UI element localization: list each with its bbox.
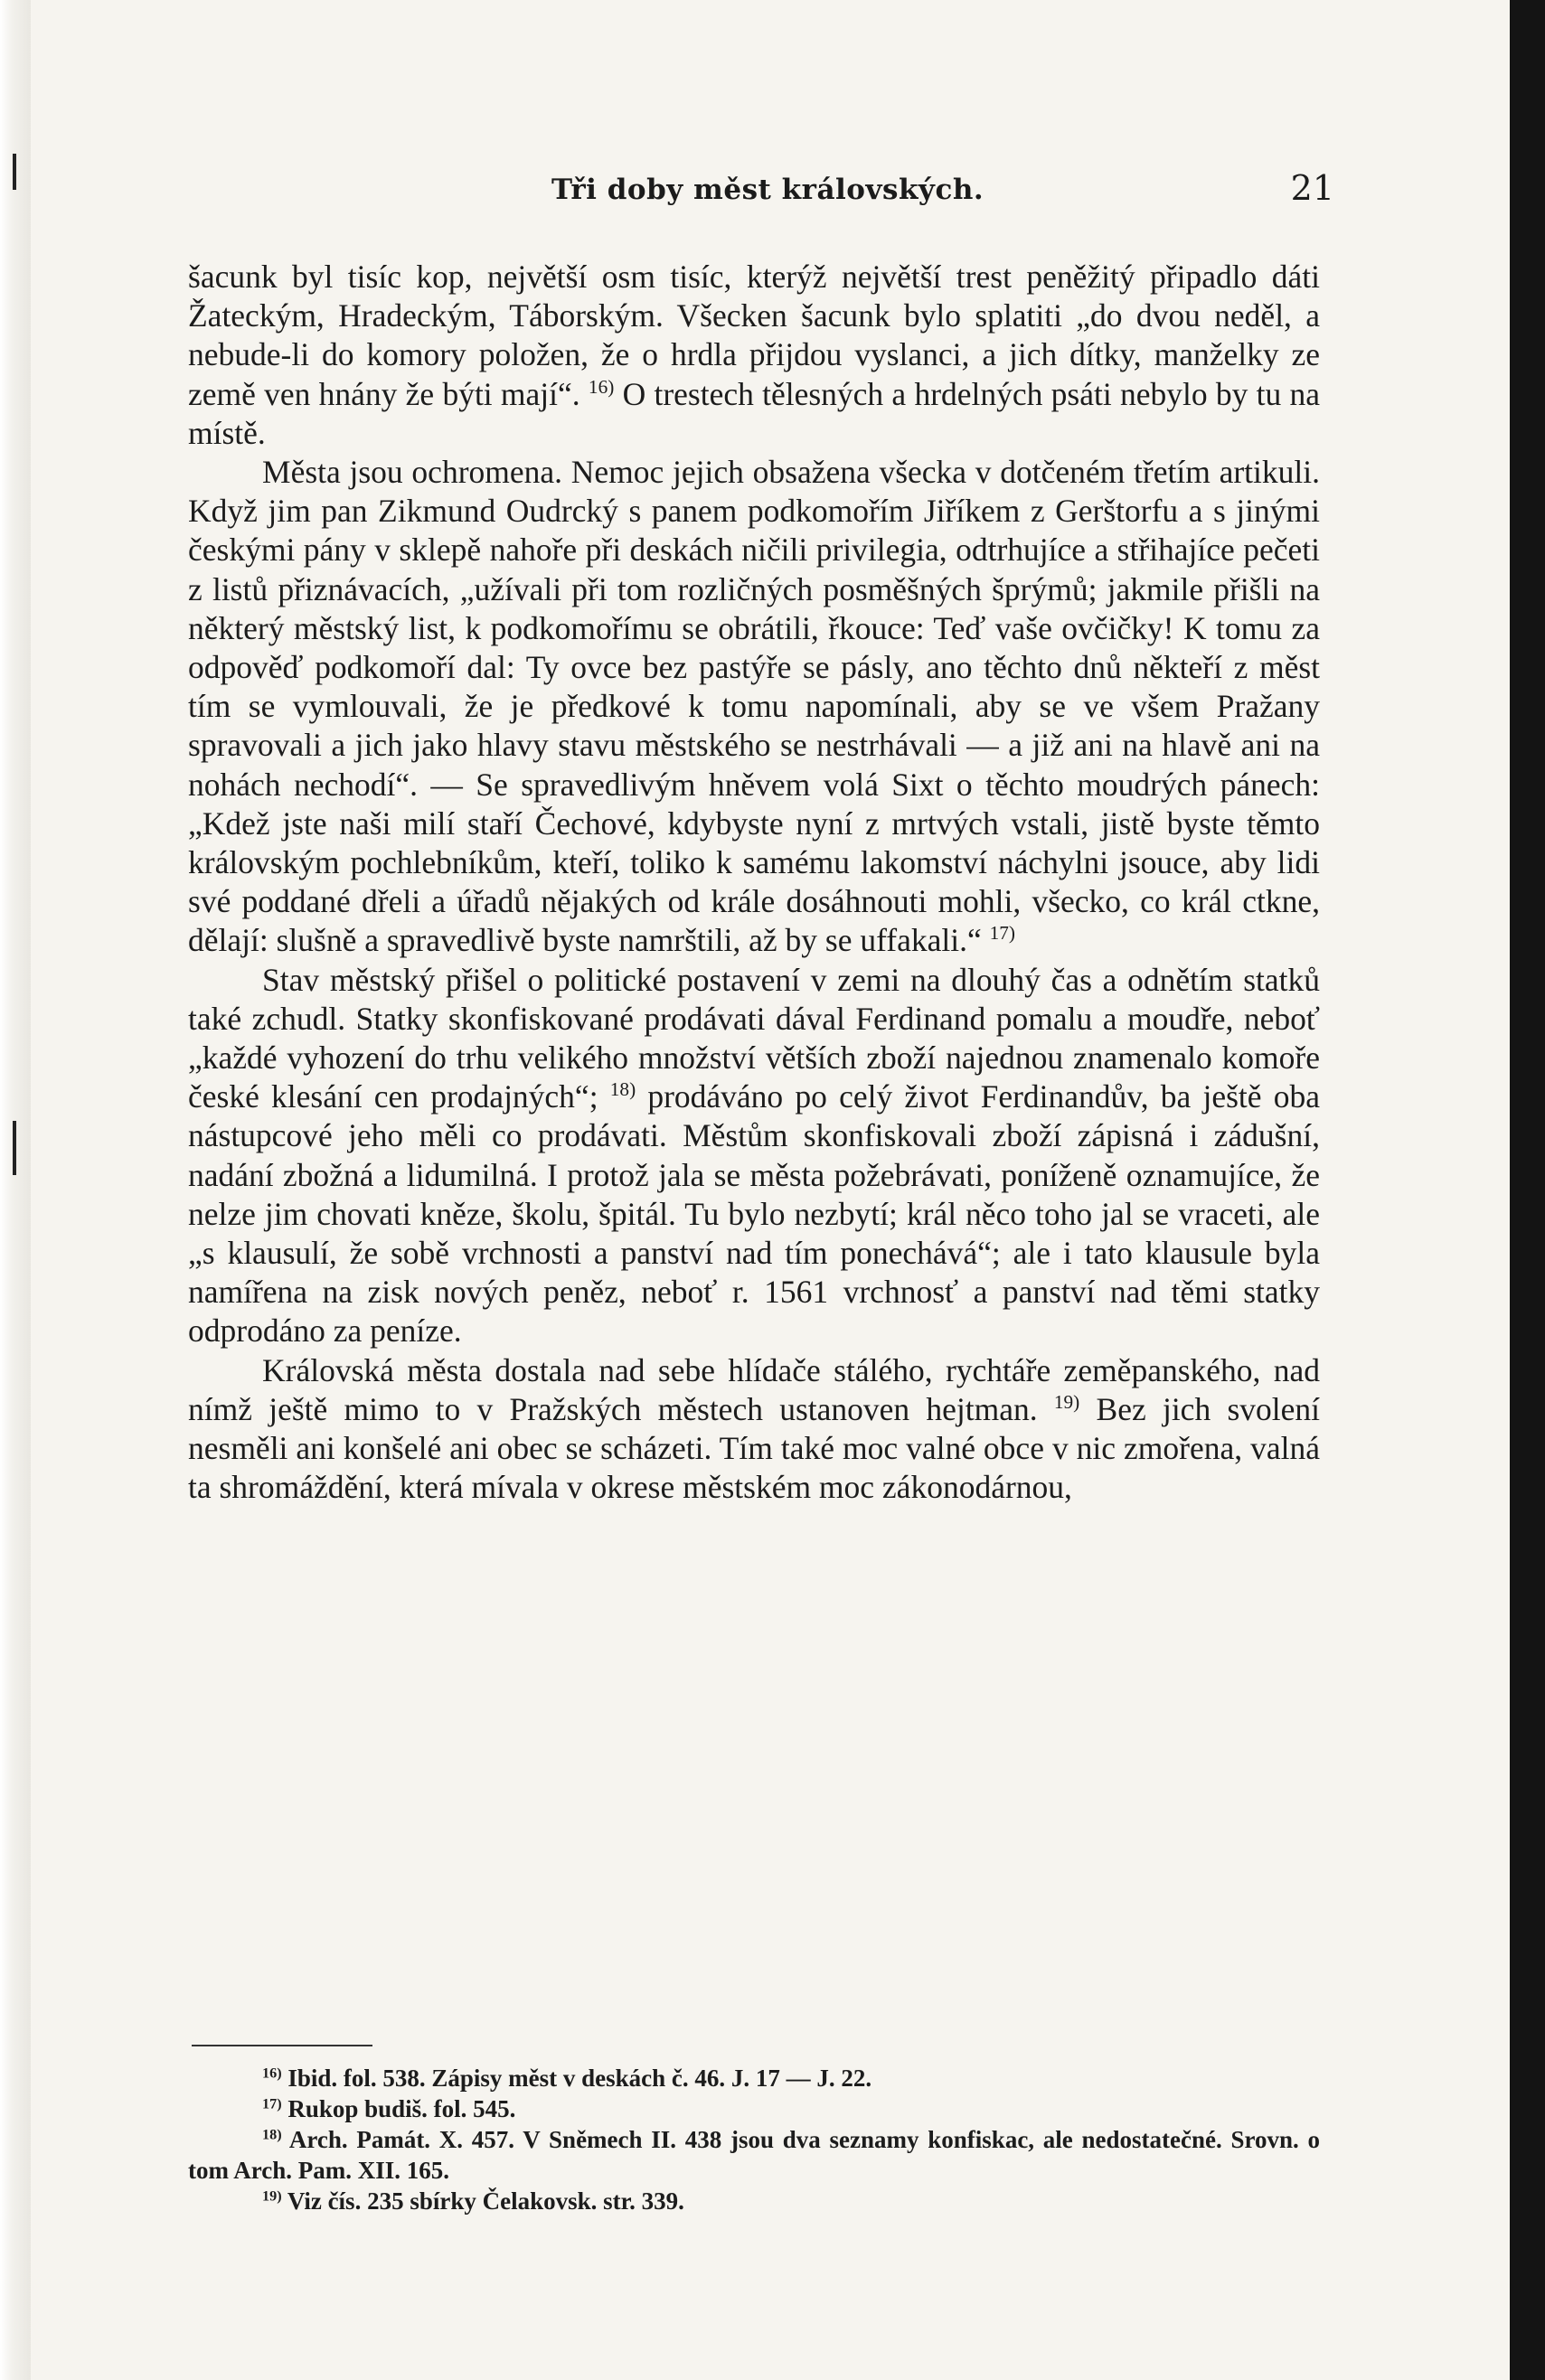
paragraph: Královská města dostala nad sebe hlídače stálého, rychtáře zeměpanského, nad nímž ještě mimo to v Pražských městech ustanoven hejtman. $^{19)}$ Bez jich svolení nesměli ani konšelé ani obec se scházeti. Tím také moc valné obce v nic zmořena, valná ta shromáždění, která mívala v okrese městském moc zákonodárnou, — [188, 1351, 1320, 1506]
footnote-mark: 16) — [262, 2065, 282, 2082]
page-gutter-edge — [0, 0, 31, 2380]
binding-mark — [13, 154, 16, 190]
footnote: $^{19)}$ Viz čís. 235 sbírky Čelakovsk. str. 339. — [262, 2187, 684, 2215]
paragraph: Stav městský přišel o politické postavení v zemi na dlouhý čas a odnětím statků také zchudl. Statky skonfiskované prodávati dával Ferdinand pomalu a moudře, neboť „každé vyhození do trhu velikého množství větších zboží najednou znamenalo komoře české klesání cen prodajných“; $^{18)}$ prodáváno po celý život Ferdinandův, ba ještě oba nástupcové jeho měli co prodávati. Městům skonfiskovali zboží zápisná i zádušní, nadání zbožná a lidumilná. I protož jala se města požebrávati, poníženě oznamujíce, že nelze jim chovati kněze, školu, špitál. Tu bylo nezbytí; král něco toho jal se vraceti, ale „s klausulí, že sobě vrchnosti a panství nad tím ponechává“; ale i tato klausule byla namířena na zisk nových peněz, neboť r. 1561 vrchnosť a panství nad těmi statky odprodáno za peníze. — [188, 961, 1320, 1350]
scan-border — [1510, 0, 1545, 2380]
main-text — [188, 258, 1320, 1508]
footnote: $^{17)}$ Rukop budiš. fol. 545. — [262, 2095, 516, 2122]
footnote: $^{16)}$ Ibid. fol. 538. Zápisy měst v deskách č. 46. J. 17 — J. 22. — [262, 2065, 872, 2092]
footnote-divider — [192, 2045, 372, 2046]
footnote-mark: 17) — [262, 2095, 282, 2112]
footnote-reference: 17) — [989, 922, 1015, 945]
footnote-reference: 16) — [588, 375, 615, 398]
footnotes — [188, 2063, 1320, 2216]
footnote: $^{18)}$ Arch. Památ. X. 457. V Sněmech II. 438 jsou dva seznamy konfiskac, ale nedostatečné. Srovn. o tom Arch. Pam. XII. 165. — [188, 2126, 1321, 2184]
footnote-mark: 19) — [262, 2187, 282, 2205]
paragraph: Města jsou ochromena. Nemoc jejich obsažena všecka v dotčeném třetím artikuli. Když jim pan Zikmund Oudrcký s panem podkomořím Jiříkem z Gerštorfu a s jinými českými pány v sklepě nahoře při deskách ničili privilegia, odtrhujíce a střihajíce pečeti z listů přiznávacích, „užívali při tom rozličných posměšných šprýmů; jakmile přišli na některý městský list, k podkomořímu se obrátili, řkouce: Teď vaše ovčičky! K tomu za odpověď podkomoří dal: Ty ovce bez pastýře se pásly, ano těchto dnů někteří z měst tím se vymlouvali, že je předkové k tomu napomínali, aby se ve všem Pražany spravovali a jich jako hlavy stavu městského se nestrhávali — a již ani na hlavě ani na nohách nechodí“. — Se spravedlivým hněvem volá Sixt o těchto moudrých pánech: „Kdež jste naši milí staří Čechové, kdybyste nyní z mrtvých vstali, jistě byste těmto královským pochlebníkům, kteří, toliko k samému lakomství náchylni jsouce, aby lidi své poddané dřeli a úřadů nějakých od krále dosáhnouti mohli, všecko, co král ctkne, dělají: slušně a spravedlivě byste namrštili, až by se uffakali.“ $^{17)}$ — [188, 454, 1320, 959]
page-number: 21 — [1290, 168, 1334, 208]
running-title: Tři doby měst královských. — [551, 174, 984, 206]
footnote-mark: 18) — [262, 2126, 282, 2143]
running-header — [190, 161, 1338, 215]
footnote-reference: 19) — [1053, 1391, 1080, 1414]
paragraph: šacunk byl tisíc kop, největší osm tisíc, kterýž největší trest peněžitý připadlo dáti Žateckým, Hradeckým, Táborským. Všecken šacunk bylo splatiti „do dvou neděl, a nebude-li do komory položen, že o hrdla přijdou vyslanci, a jich dítky, manželky ze země ven hnány že býti mají“. $^{16)}$ O trestech tělesných a hrdelných psáti nebylo by tu na místě. — [188, 259, 1320, 451]
binding-mark — [13, 1121, 16, 1175]
footnote-reference: 18) — [609, 1078, 636, 1101]
